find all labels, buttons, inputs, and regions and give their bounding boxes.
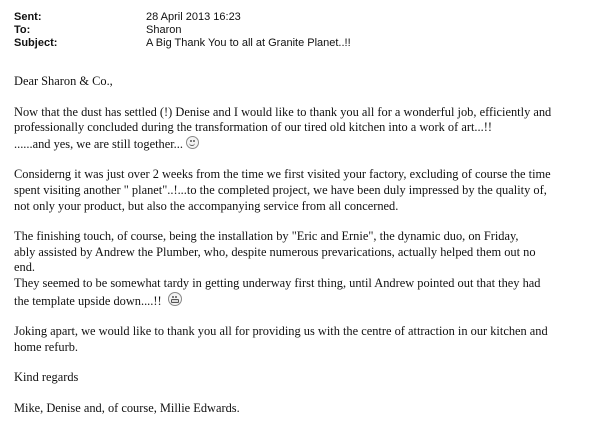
paragraph-2 — [14, 167, 592, 214]
paragraph-2-line-2: spent visiting another " planet"..!...to the completed project, we have been duly impressed by the quality of, — [14, 182, 547, 197]
paragraph-3-line-4: They seemed to be somewhat tardy in getting underway first thing, until Andrew pointed out that they had — [14, 275, 541, 290]
subject-label: Subject: — [14, 37, 58, 49]
paragraph-4 — [14, 324, 592, 355]
sent-row — [14, 11, 584, 24]
sent-label: Sent: — [14, 11, 42, 23]
paragraph-2-line-3: not only your product, but also the accompanying service from all concerned. — [14, 198, 399, 213]
paragraph-4-line-1: Joking apart, we would like to thank you all for providing us with the centre of attraction in our kitchen and — [14, 324, 548, 339]
paragraph-3-line-3: end. — [14, 260, 35, 275]
to-value: Sharon — [146, 24, 182, 36]
email-body — [14, 74, 592, 417]
subject-row — [14, 37, 584, 50]
paragraph-4-line-2: home refurb. — [14, 339, 78, 354]
paragraph-3-line-1: The finishing touch, of course, being the installation by "Eric and Ernie", the dynamic duo, on Friday, — [14, 229, 519, 244]
greeting: Dear Sharon & Co., — [14, 74, 113, 88]
signature: Mike, Denise and, of course, Millie Edwards. — [14, 400, 240, 415]
to-label: To: — [14, 24, 31, 36]
sent-value: 28 April 2013 16:23 — [146, 11, 241, 23]
paragraph-3 — [14, 229, 592, 309]
subject-value: A Big Thank You to all at Granite Planet..!! — [146, 37, 351, 49]
paragraph-3-line-2: ably assisted by Andrew the Plumber, who, despite numerous prevarications, actually helped them out no — [14, 244, 536, 259]
smiley-icon — [186, 136, 199, 149]
grin-icon — [168, 292, 182, 306]
paragraph-1-line-2: professionally concluded during the transformation of our tired old kitchen into a work of art...!! — [14, 120, 492, 135]
paragraph-1 — [14, 105, 592, 153]
to-row — [14, 24, 584, 37]
email-header — [14, 11, 584, 50]
closing: Kind regards — [14, 370, 79, 385]
paragraph-3-line-5: the template upside down....!! — [14, 293, 162, 308]
paragraph-2-line-1: Considerng it was just over 2 weeks from the time we first visited your factory, excluding of course the time — [14, 167, 551, 182]
paragraph-1-line-3: ......and yes, we are still together... — [14, 136, 183, 151]
paragraph-1-line-1: Now that the dust has settled (!) Denise and I would like to thank you all for a wonderful job, efficiently and — [14, 104, 552, 119]
